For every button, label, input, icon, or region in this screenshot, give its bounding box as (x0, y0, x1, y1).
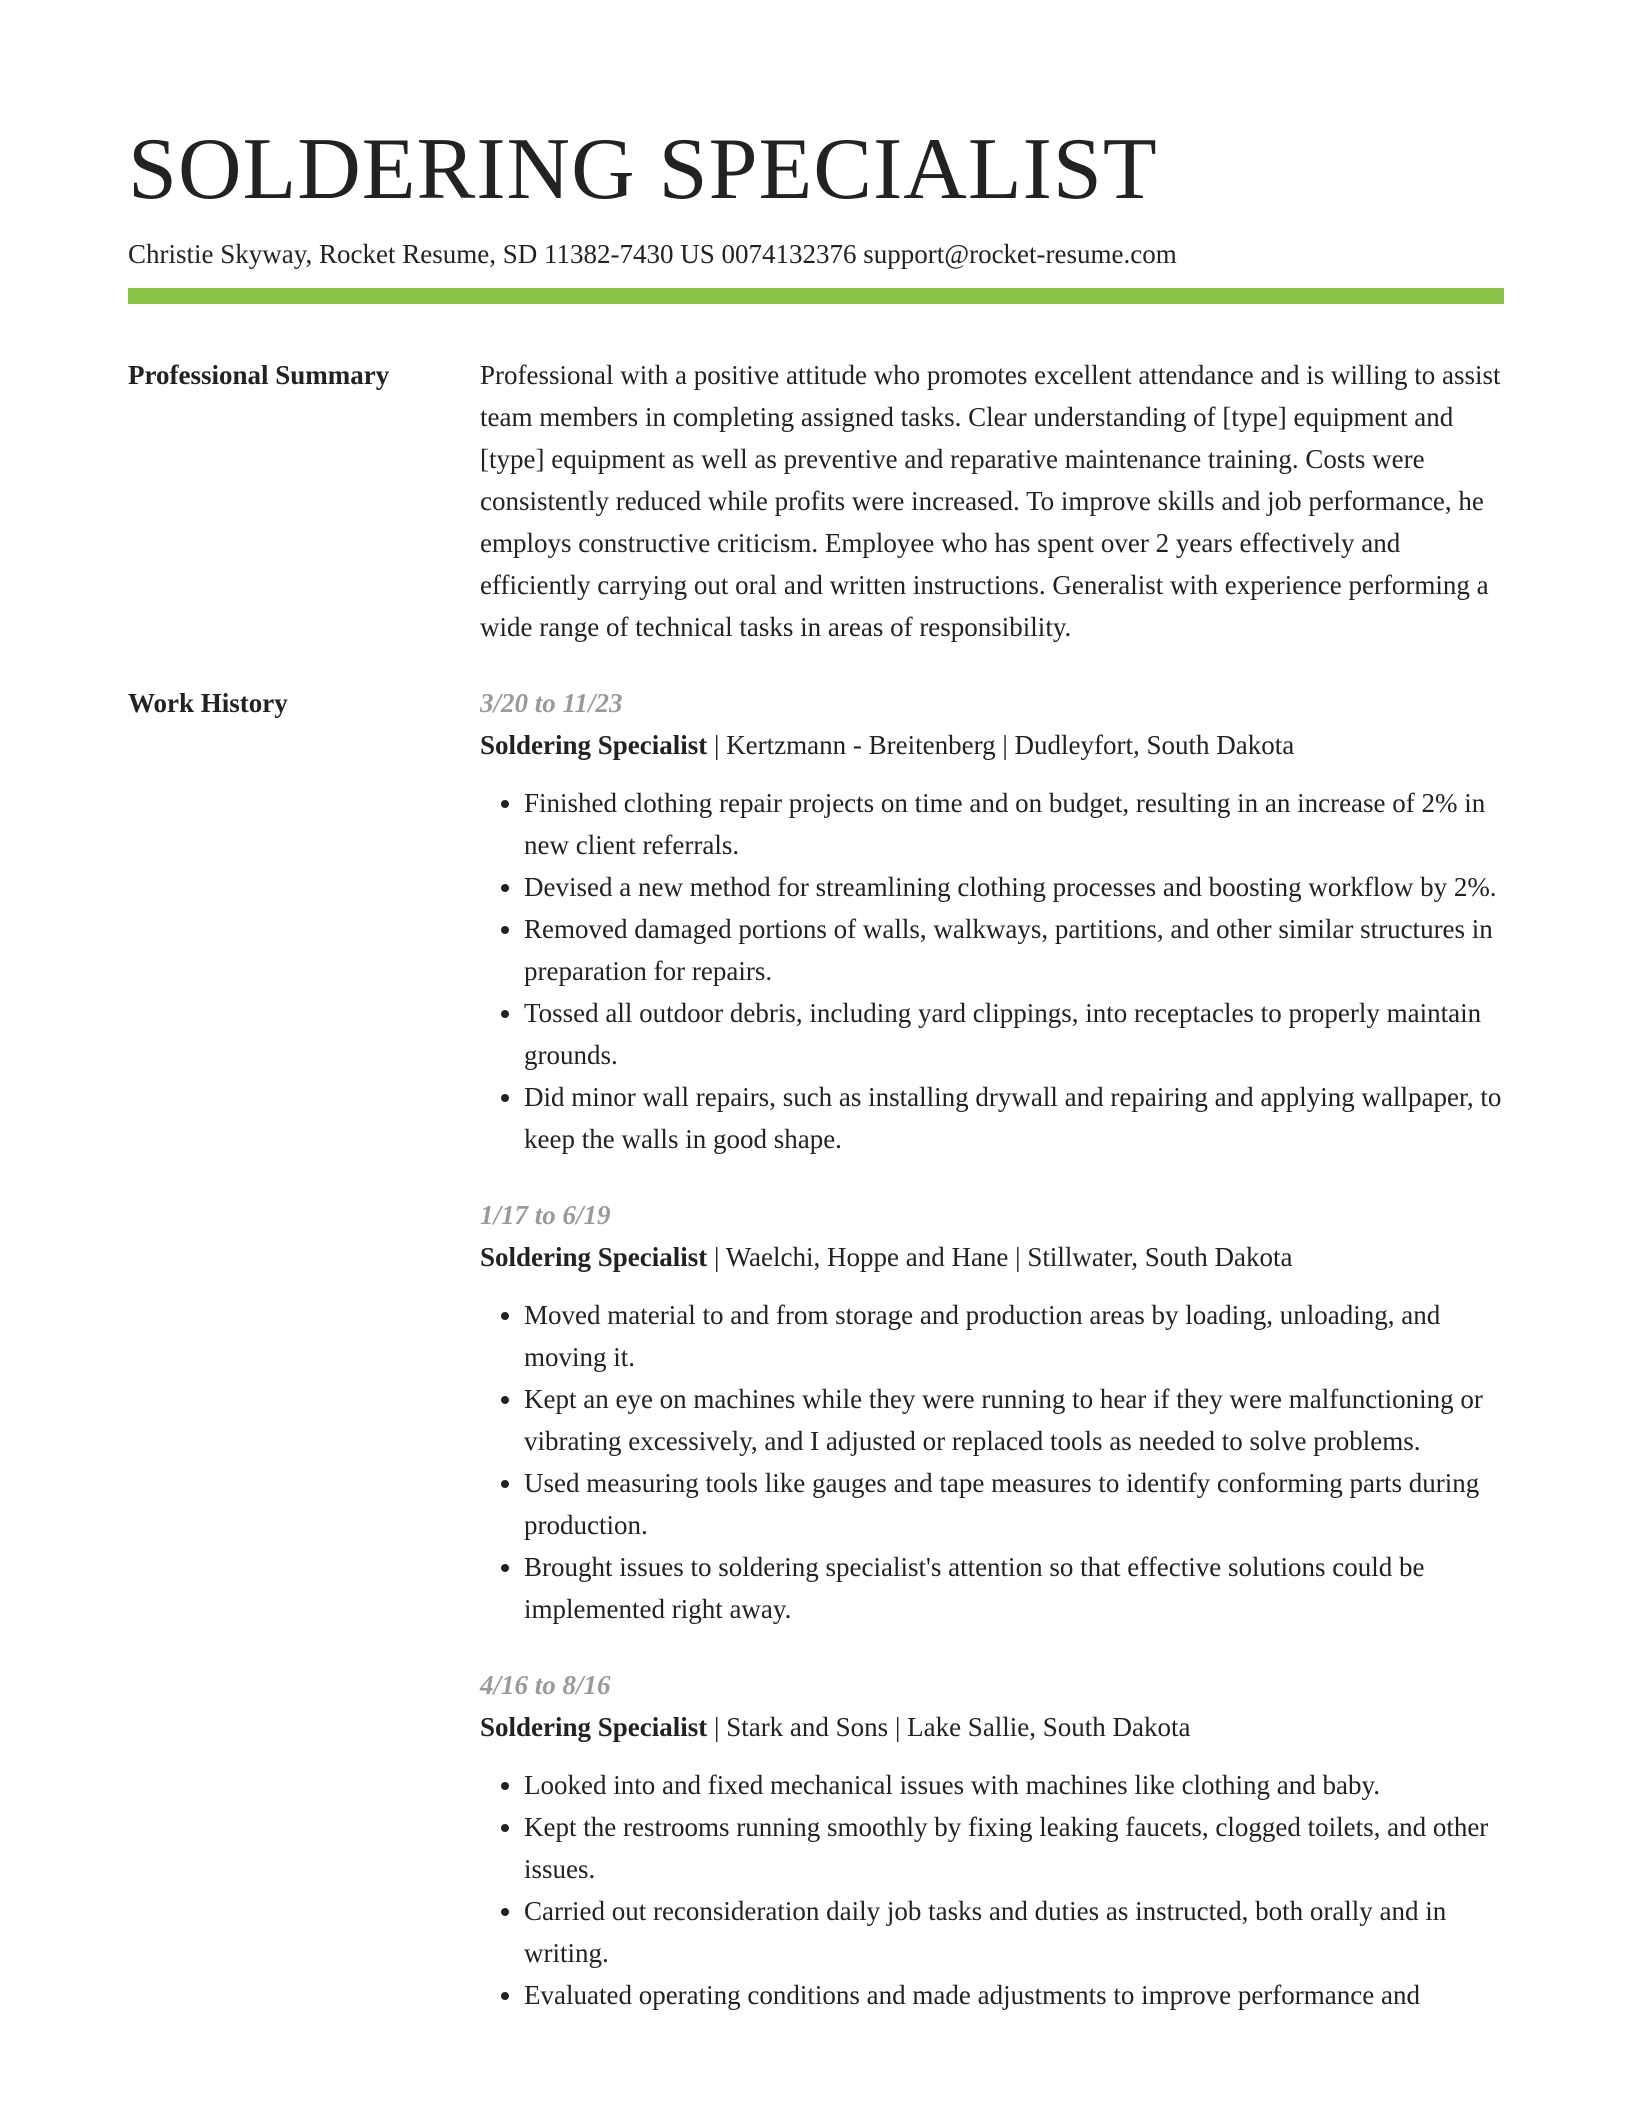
separator: | (707, 1242, 726, 1272)
job-company: Stark and Sons (726, 1712, 889, 1742)
resume-title: SOLDERING SPECIALIST (128, 121, 1158, 218)
separator: | (707, 730, 727, 760)
work-history-list (480, 682, 1504, 2050)
job-bullets (480, 1294, 1504, 1630)
job-heading (480, 724, 1504, 766)
job-bullets (480, 1764, 1504, 2016)
job-bullets (480, 782, 1504, 1160)
job-company: Waelchi, Hoppe and Hane (725, 1242, 1009, 1272)
resume-page (128, 118, 1504, 2050)
list-item: • Finished clothing repair projects on time and on budget, resulting in an increase of 2% in new client referrals. (524, 782, 1504, 866)
professional-summary-section (128, 354, 1504, 648)
list-item: • Tossed all outdoor debris, including yard clippings, into receptacles to properly maintain grounds. (524, 992, 1504, 1076)
job-dates: 1/17 to 6/19 (480, 1200, 611, 1230)
job-title: Soldering Specialist (480, 1712, 708, 1742)
list-item: • Looked into and fixed mechanical issues with machines like clothing and baby. (524, 1764, 1504, 1806)
job-entry (480, 682, 1504, 1160)
work-history-section (128, 682, 1504, 2050)
list-item: • Brought issues to soldering specialist's attention so that effective solutions could be implemented right away. (524, 1546, 1504, 1630)
job-title: Soldering Specialist (480, 1242, 708, 1272)
list-item: • Devised a new method for streamlining clothing processes and boosting workflow by 2%. (524, 866, 1504, 908)
list-item: • Removed damaged portions of walls, walkways, partitions, and other similar structures in preparation for repairs. (524, 908, 1504, 992)
summary-text: Professional with a positive attitude who promotes excellent attendance and is willing to assist team members in completing assigned tasks. Clear understanding of [type] equipment and [type] equipment as well as preventive and reparative maintenance training. Costs were consistently reduced while profits were increased. To improve skills and job performance, he employs constructive criticism. Employee who has spent over 2 years effectively and efficiently carrying out oral and written instructions. Generalist with experience performing a wide range of technical tasks in areas of responsibility. (480, 360, 1501, 642)
job-location: Lake Sallie, South Dakota (907, 1712, 1191, 1742)
contact-line: Christie Skyway, Rocket Resume, SD 11382-7430 US 0074132376 support@rocket-resume.com (128, 239, 1177, 269)
list-item: • Evaluated operating conditions and made adjustments to improve performance and (524, 1974, 1504, 2016)
list-item: • Kept the restrooms running smoothly by fixing leaking faucets, clogged toilets, and other issues. (524, 1806, 1504, 1890)
section-label: Professional Summary (128, 360, 390, 390)
list-item: • Did minor wall repairs, such as installing drywall and repairing and applying wallpaper, to keep the walls in good shape. (524, 1076, 1504, 1160)
separator: | (995, 730, 1015, 760)
job-title: Soldering Specialist (480, 730, 708, 760)
job-heading (480, 1236, 1504, 1278)
job-location: Dudleyfort, South Dakota (1014, 730, 1295, 760)
separator: | (1008, 1242, 1028, 1272)
job-heading (480, 1706, 1504, 1748)
job-dates: 4/16 to 8/16 (480, 1670, 611, 1700)
job-company: Kertzmann - Breitenberg (726, 730, 996, 760)
accent-divider (128, 288, 1504, 304)
separator: | (707, 1712, 727, 1742)
list-item: • Moved material to and from storage and production areas by loading, unloading, and moving it. (524, 1294, 1504, 1378)
section-label: Work History (128, 688, 288, 718)
job-dates: 3/20 to 11/23 (480, 688, 623, 718)
separator: | (888, 1712, 908, 1742)
job-location: Stillwater, South Dakota (1027, 1242, 1293, 1272)
list-item: • Used measuring tools like gauges and tape measures to identify conforming parts during production. (524, 1462, 1504, 1546)
list-item: • Carried out reconsideration daily job tasks and duties as instructed, both orally and in writing. (524, 1890, 1504, 1974)
job-entry (480, 1194, 1504, 1630)
list-item: • Kept an eye on machines while they were running to hear if they were malfunctioning or vibrating excessively, and I adjusted or replaced tools as needed to solve problems. (524, 1378, 1504, 1462)
job-entry (480, 1664, 1504, 2016)
